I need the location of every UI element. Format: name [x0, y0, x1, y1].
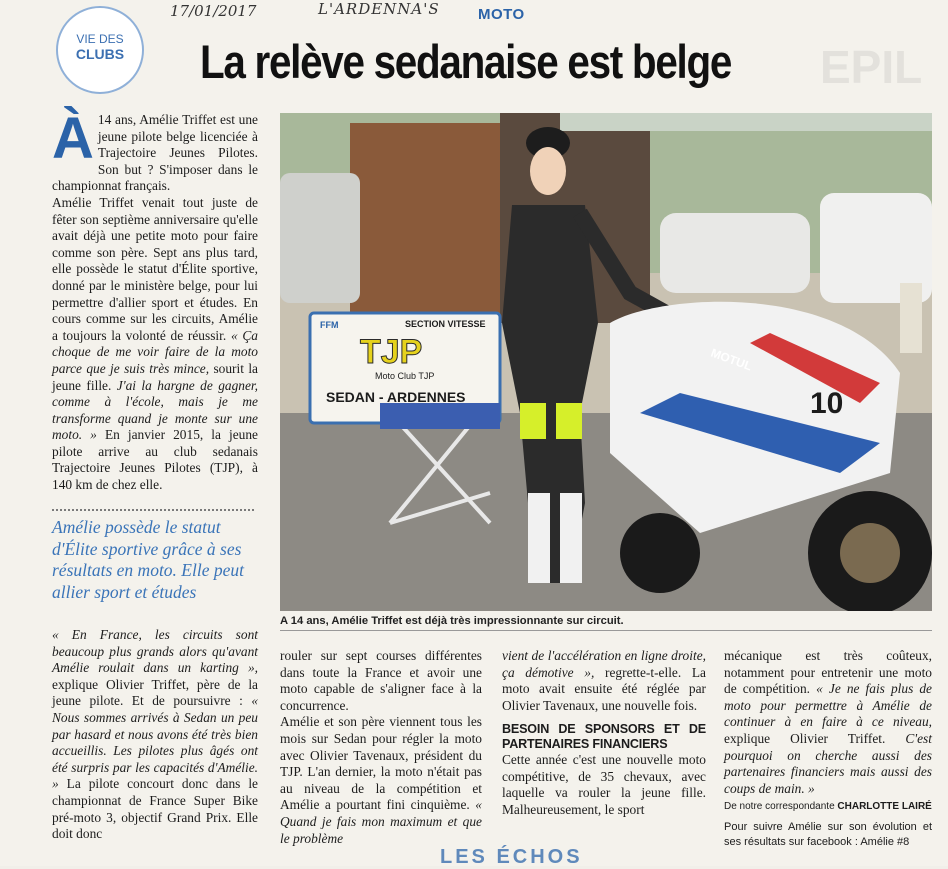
paragraph — [52, 195, 258, 494]
bike-sponsor: MOTUL — [708, 345, 754, 374]
correspondent-label: De notre correspondante — [724, 801, 835, 813]
next-article-cutoff: LES ÉCHOS — [440, 846, 583, 868]
vie-des-clubs-badge — [56, 6, 144, 94]
photo-caption: A 14 ans, Amélie Triffet est déjà très impressionnante sur circuit. — [280, 615, 624, 627]
dropcap: À — [52, 106, 94, 171]
lead-text: 14 ans, Amélie Triffet est une jeune pilote belge licenciée à Trajectoire Jeunes Pilotes. Son but ? S'imposer dans le championnat français. — [52, 112, 258, 194]
paragraph-text: explique Olivier Triffet. — [724, 730, 886, 746]
paragraph-text: Amélie et son père viennent tous les mois sur Sedan pour régler la moto avec Olivier Tavenaux, président du TJP. L'an dernier, la moto n'était pas au niveau de la compétition et Amélie a pourtant fini cinquième. — [280, 714, 482, 813]
photo-illustration — [280, 113, 932, 611]
article-photo — [280, 113, 932, 611]
paragraph-text: sourit la jeune fille. — [52, 360, 258, 393]
quote-text: « Nous sommes arrivés à Sedan un peu par hasard et nous avons été très bien accueillis. Les pilotes plus âgés ont été surpris par les capacités d'Amélie. » — [52, 693, 259, 792]
paragraph — [52, 627, 258, 843]
sign-brand-text: TJP — [360, 333, 423, 371]
paragraph-text: La pilote concourt donc dans le championnat de France Super Bike pré-moto 3, objectif Grand Prix. Elle doit donc — [52, 776, 258, 842]
quote-text: C'est pourquoi on cherche aussi des partenaires financiers mais aussi des coups de main. » — [724, 730, 932, 796]
correspondent-name: CHARLOTTE LAIRÉ — [837, 801, 932, 813]
article-column-3 — [502, 648, 706, 818]
sign-ffm-text: FFM — [320, 320, 339, 330]
facebook-note: Pour suivre Amélie sur son évolution et ses résultats sur facebook : Amélie #8 — [724, 820, 932, 848]
sign-sub-text: Moto Club TJP — [375, 371, 435, 381]
quote-text: vient de l'accélération en ligne droite, ça démotive », — [502, 648, 706, 680]
sign-bottom-text: SEDAN - ARDENNES — [326, 389, 466, 405]
article-column-4 — [724, 648, 932, 850]
paragraph: rouler sur sept courses différentes dans toute la France et avoir une moto capable de s'aligner face à la concurrence. — [280, 648, 482, 713]
paragraph — [724, 648, 932, 797]
show-through-text: EPIL — [820, 41, 923, 93]
article-column-1-bottom — [52, 627, 258, 843]
handwritten-newspaper-name: L'ARDENNA'S — [318, 0, 440, 18]
paragraph-text: explique Olivier Triffet, père de la jeune pilote. Et de poursuivre : — [52, 676, 258, 709]
paragraph-text: mécanique est très coûteux, notamment pour entretenir une moto de compétition. — [724, 648, 932, 697]
paragraph — [280, 714, 482, 847]
article-column-1 — [52, 106, 258, 494]
paragraph — [502, 648, 706, 714]
headline: La relève sedanaise est belge — [200, 35, 732, 88]
article-column-2 — [280, 648, 482, 847]
correspondent-credit — [724, 799, 932, 816]
paragraph: Cette année c'est une nouvelle moto compétitive, de 35 chevaux, avec laquelle va rouler la jeune fille. Malheureusement, le sport — [502, 751, 706, 817]
quote-text: « En France, les circuits sont beaucoup plus grands alors qu'avant Amélie roulait dans un karting », — [52, 627, 258, 676]
caption-rule — [280, 630, 932, 631]
badge-line1: VIE DES — [76, 32, 124, 46]
dotted-separator — [52, 509, 254, 511]
quote-text: « Ça choque de me voir faire de la moto parce que je suis très mince, — [52, 327, 258, 376]
quote-text: J'ai la hargne de gagner, comme à l'école, mais je me transforme quand je monte sur une moto. » — [52, 377, 258, 443]
paragraph-text: regrette-t-elle. La moto avait ensuite été réglée par Olivier Tavenaux, une nouvelle fois. — [502, 664, 706, 713]
subheading: BESOIN DE SPONSORS ET DE PARTENAIRES FINANCIERS — [502, 722, 706, 752]
lead-paragraph — [52, 106, 258, 195]
paragraph-text: En janvier 2015, la jeune pilote arrive au club sedanais Trajectoire Jeunes Pilotes (TJP), à 140 km de chez elle. — [52, 427, 258, 493]
bike-number: 10 — [810, 387, 844, 420]
badge-line2: CLUBS — [75, 46, 125, 62]
section-rubric: MOTO — [478, 6, 525, 23]
handwritten-date: 17/01/2017 — [170, 2, 257, 20]
quote-text: « Quand je fais mon maximum et que le problème — [280, 797, 482, 846]
paragraph-text: Amélie Triffet venait tout juste de fêter son septième anniversaire qu'elle avait déjà une petite moto pour faire comme son père. Sept ans plus tard, elle possède le statut d'Élite sportive, donné par le ministère belge, pour lui permettre d'allier sport et études. En cours comme sur les circuits, Amélie a toujours la volonté de réussir. — [52, 194, 258, 343]
sign-top-text: SECTION VITESSE — [405, 319, 486, 329]
quote-text: « Je ne fais plus de moto pour permettre à Amélie de continuer à en faire à ce niveau, — [724, 681, 932, 730]
pull-quote: Amélie possède le statut d'Élite sportive grâce à ses résultats en moto. Elle peut allier sport et études — [52, 517, 244, 602]
